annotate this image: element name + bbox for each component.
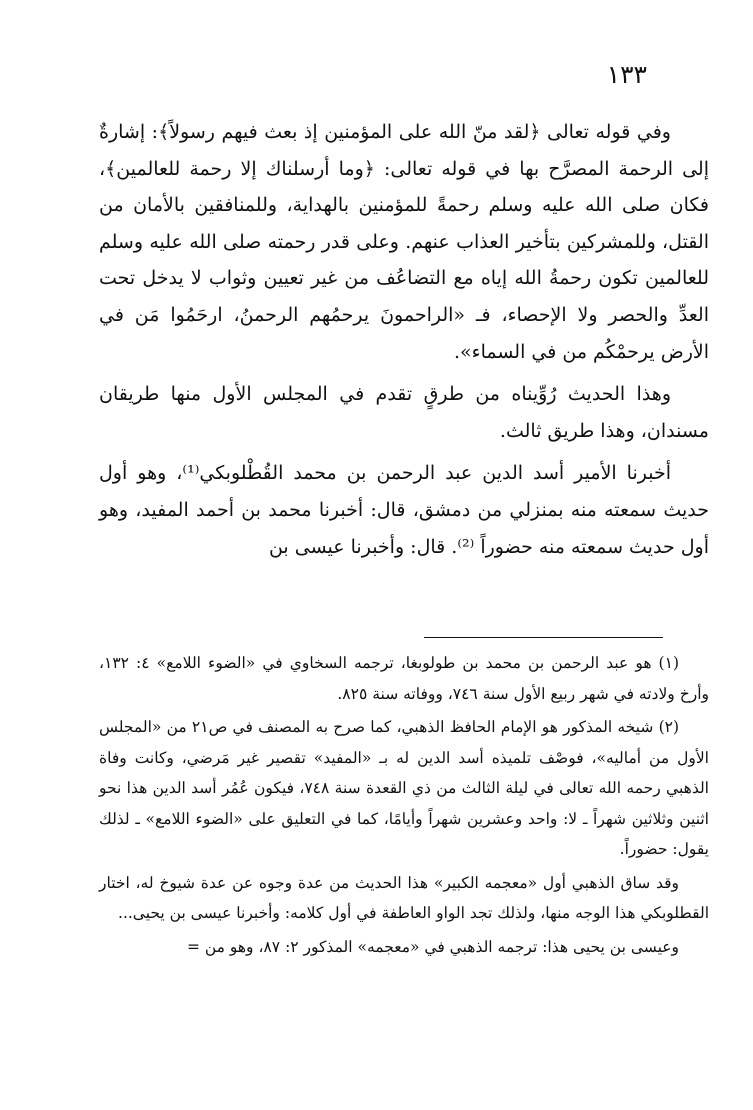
paragraph: وفي قوله تعالى ﴿لقد منّ الله على المؤمنين إذ بعث فيهم رسولاً﴾: إشارةٌ إلى الرحمة المصرَّح بها في قوله تعالى: ﴿وما أرسلناك إلا رحمة للعالمين﴾، فكان صلى الله عليه وسلم رحمةً للمؤمنين بالهداية، وللمنافقين بالأمان من القتل، وللمشركين بتأخير العذاب عنهم. وعلى قدر رحمته صلى الله عليه وسلم للعالمين تكون رحمةُ الله إياه مع التضاعُف من غير تعيين وثواب لا يدخل تحت العدِّ والحصر ولا الإحصاء، فـ «الراحمونَ يرحمُهم الرحمنُ، ارحَمُوا مَن في الأرض يرحمْكُم من في السماء». — [99, 121, 709, 363]
paragraph: أخبرنا الأمير أسد الدين عبد الرحمن بن محمد القُطْلوبكي⁽¹⁾، وهو أول حديث سمعته منه بمنزلي من دمشق، قال: أخبرنا محمد بن أحمد المفيد، وهو أول حديث سمعته منه حضوراً ⁽²⁾. قال: وأخبرنا عيسى بن — [99, 462, 709, 558]
page-number: ١٣٣ — [606, 60, 647, 89]
footnotes — [99, 648, 709, 965]
main-text — [99, 114, 709, 571]
footnote: (١) هو عبد الرحمن بن محمد بن طولوبغا، ترجمه السخاوي في «الضوء اللامع» ٤: ١٣٢، وأرخ ولادته في شهر ربيع الأول سنة ٧٤٦، ووفاته سنة ٨٢٥. — [99, 654, 709, 703]
footnote: (٢) شيخه المذكور هو الإمام الحافظ الذهبي، كما صرح به المصنف في ص٢١ من «المجلس الأول من أماليه»، فوصْف تلميذه أسد الدين له بـ «المفيد» تقصير غير مَرضي، وكانت وفاة الذهبي رحمه الله تعالى في ليلة الثالث من ذي القعدة سنة ٧٤٨، فيكون عُمُر أسد الدين هذا نحو اثنين وثلاثين شهراً ـ لا: واحد وعشرين شهراً وأيامًا، كما في التعليق على «الضوء اللامع» ـ لذلك يقول: حضوراً. — [99, 718, 709, 858]
footnote-continuation: وعيسى بن يحيى هذا: ترجمه الذهبي في «معجمه» المذكور ٢: ٨٧، وهو من = — [186, 937, 679, 956]
footnote-separator — [424, 637, 663, 638]
paragraph: وهذا الحديث رُوِّيناه من طرقٍ تقدم في المجلس الأول منها طريقان مسندان، وهذا طريق ثالث. — [99, 383, 709, 442]
footnote-continuation: وقد ساق الذهبي أول «معجمه الكبير» هذا الحديث من عدة وجوه عن عدة شيوخ له، اختار القطلوبكي هذا الوجه منها، ولذلك تجد الواو العاطفة في أول كلامه: وأخبرنا عيسى بن يحيى... — [99, 873, 709, 922]
